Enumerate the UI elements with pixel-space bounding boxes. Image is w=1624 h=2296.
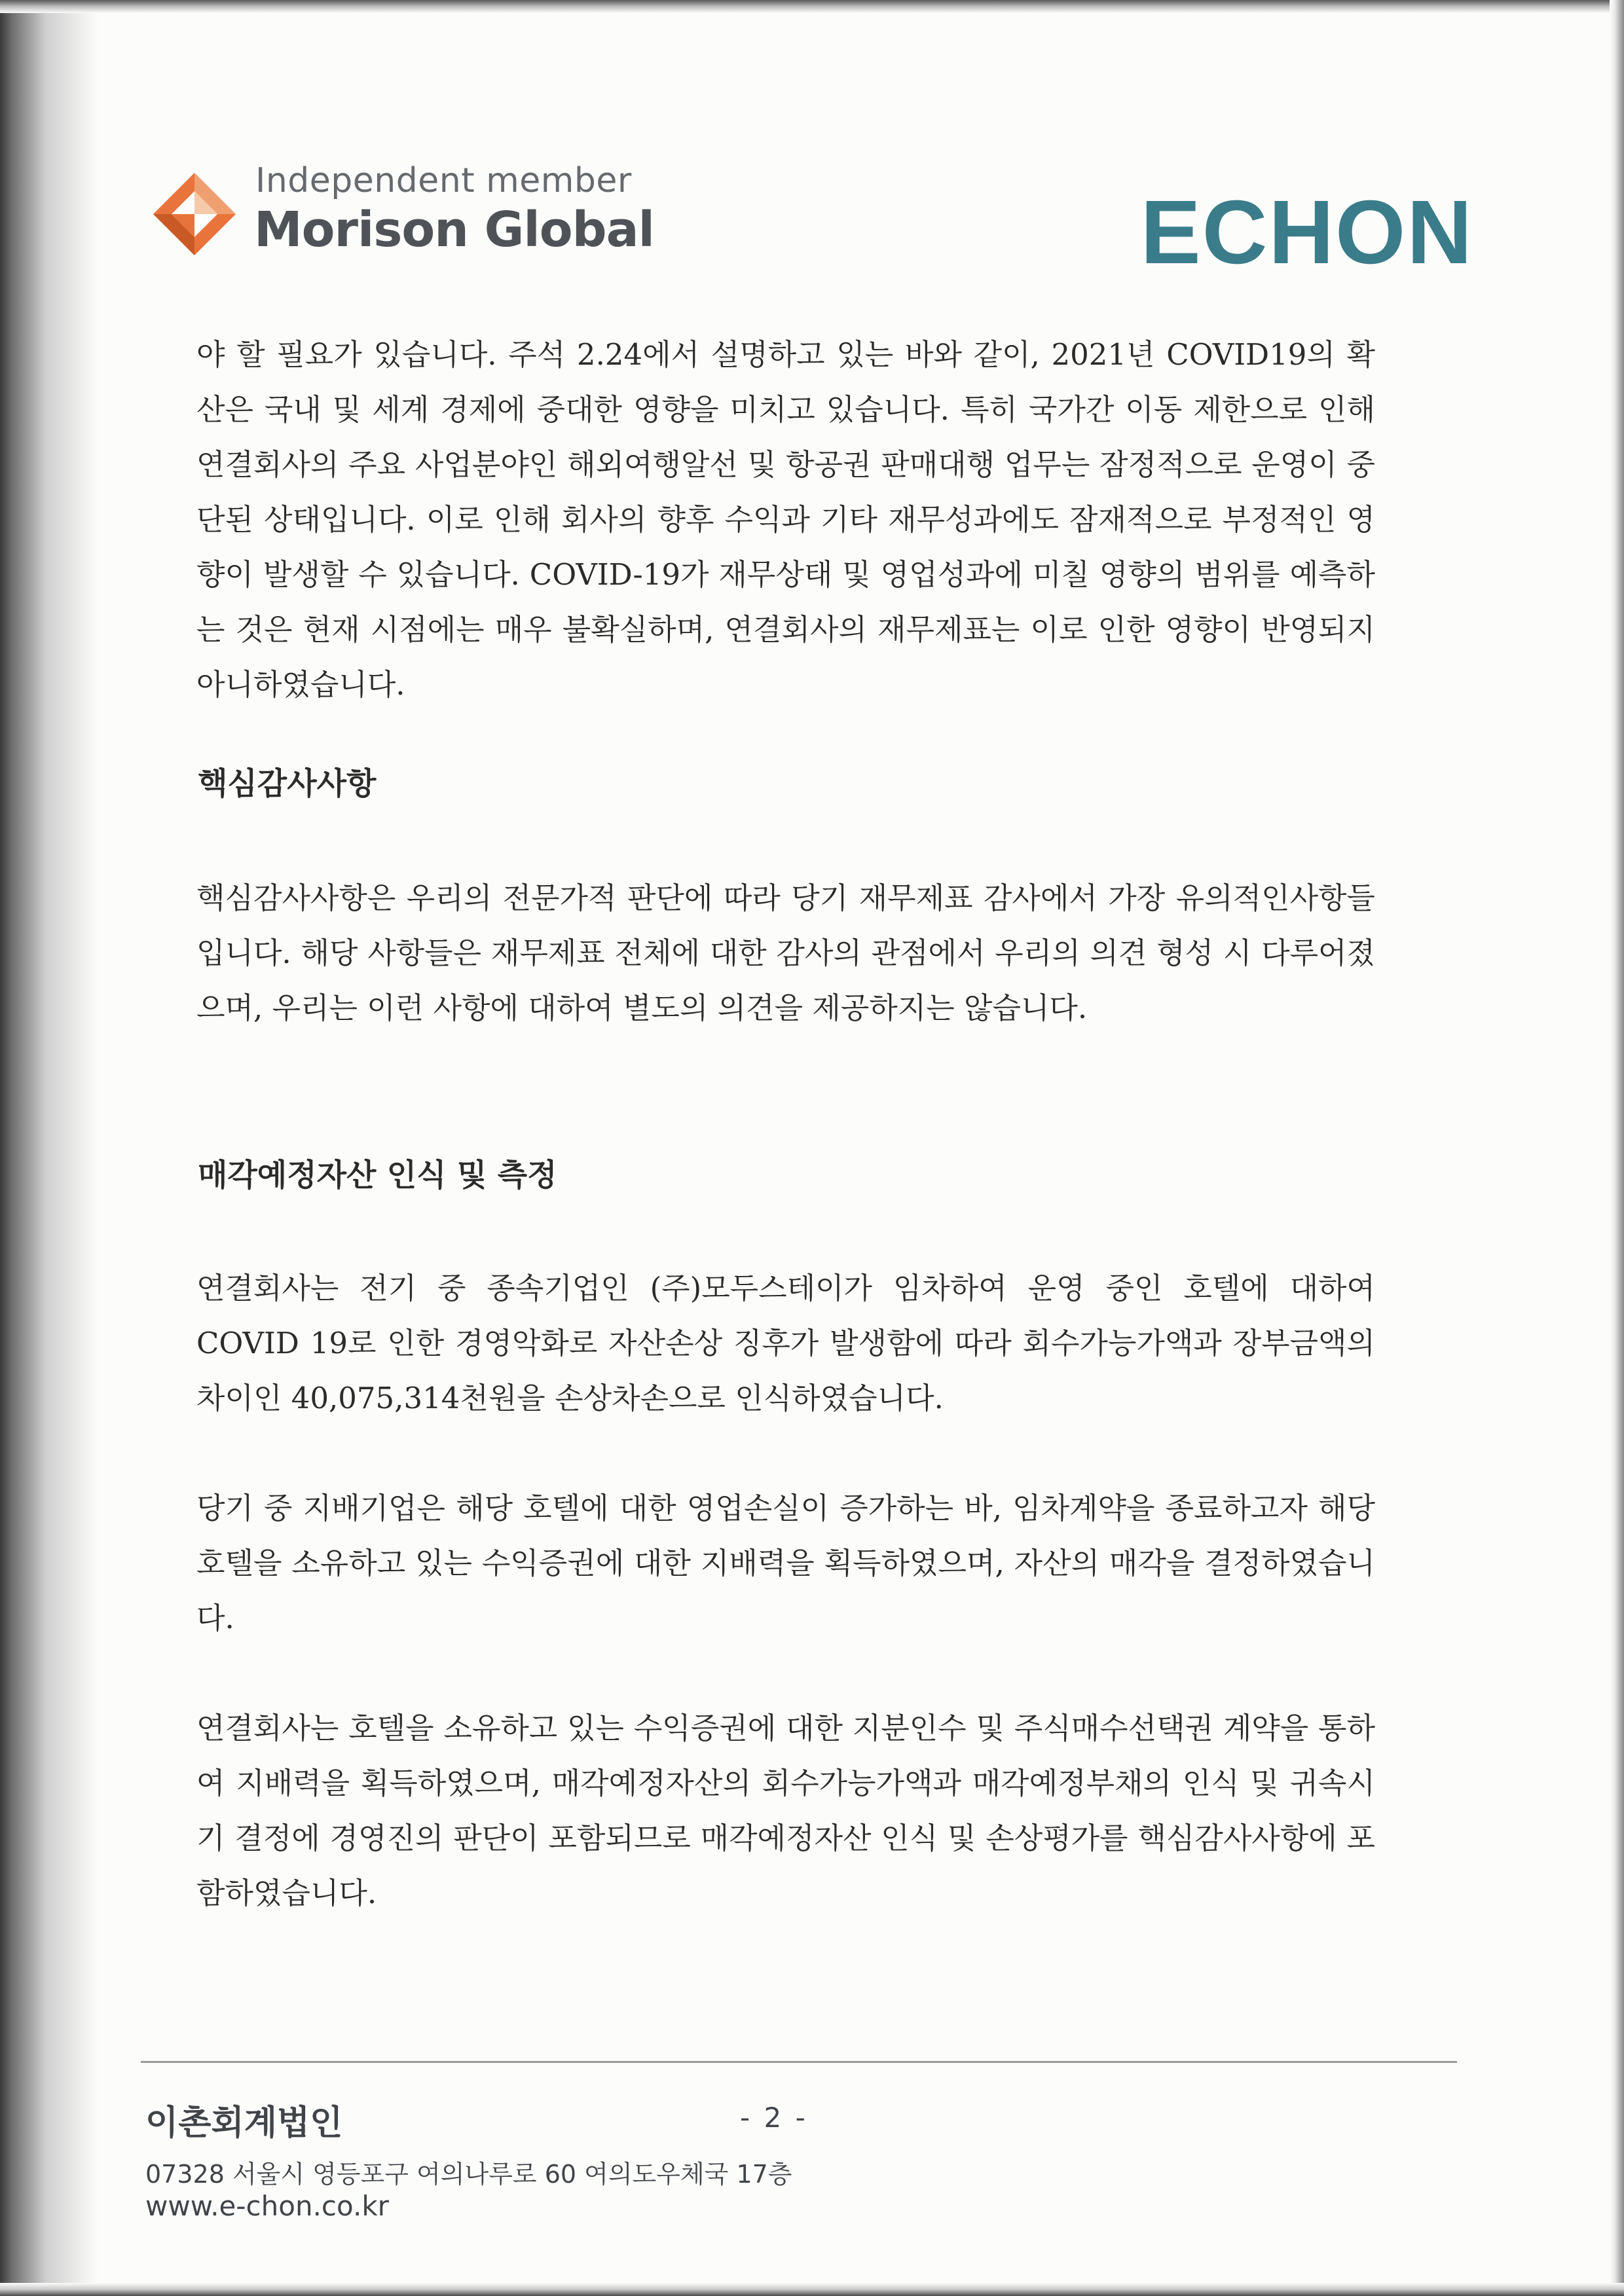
- paragraph-audit-scope: 연결회사는 호텔을 소유하고 있는 수익증권에 대한 지분인수 및 주식매수선택권 계약을 통하여 지배력을 획득하였으며, 매각예정자산의 회수가능가액과 매각예정부채의 인식 및 귀속시기 결정에 경영진의 판단이 포함되므로 매각예정자산 인식 및 손상평가를 핵심감사사항에 포함하였습니다.: [196, 1711, 1375, 1910]
- scan-shadow-left: [0, 0, 98, 2296]
- scan-shadow-top: [0, 0, 1624, 13]
- brand-logo-text: ECHON: [1140, 182, 1473, 283]
- morison-cube-icon: [152, 172, 237, 257]
- paragraph-control-acquired: 당기 중 지배기업은 해당 호텔에 대한 영업손실이 증가하는 바, 임차계약을 종료하고자 해당 호텔을 소유하고 있는 수익증권에 대한 지배력을 획득하였으며, 자산의 매각을 결정하였습니다.: [196, 1491, 1375, 1635]
- footer-address: 07328 서울시 영등포구 여의나루로 60 여의도우체국 17층: [145, 2160, 792, 2189]
- section-heading-key-audit-matters: 핵심감사사항: [198, 766, 377, 802]
- scan-shadow-bottom: [0, 2283, 1624, 2296]
- member-label: Independent member: [255, 161, 632, 200]
- footer-firm-name: 이촌회계법인: [145, 2104, 343, 2143]
- page-number: - 2 -: [740, 2102, 808, 2134]
- scan-shadow-right: [1610, 0, 1624, 2296]
- paragraph-key-audit-matters: 핵심감사사항은 우리의 전문가적 판단에 따라 당기 재무제표 감사에서 가장 유의적인사항들입니다. 해당 사항들은 재무제표 전체에 대한 감사의 관점에서 우리의 의견 형성 시 다루어졌으며, 우리는 이런 사항에 대하여 별도의 의견을 제공하지는 않습니다.: [196, 881, 1375, 1025]
- paragraph-covid-impact: 야 할 필요가 있습니다. 주석 2.24에서 설명하고 있는 바와 같이, 2021년 COVID19의 확산은 국내 및 세계 경제에 중대한 영향을 미치고 있습니다. 특히 국가간 이동 제한으로 인해 연결회사의 주요 사업분야인 해외여행알선 및 항공권 판매대행 업무는 잠정적으로 운영이 중단된 상태입니다. 이로 인해 회사의 향후 수익과 기타 재무성과에도 잠재적으로 부정적인 영향이 발생할 수 있습니다. COVID-19가 재무상태 및 영업성과에 미칠 영향의 범위를 예측하는 것은 현재 시점에는 매우 불확실하며, 연결회사의 재무제표는 이로 인한 영향이 반영되지 아니하였습니다.: [196, 337, 1375, 702]
- section-heading-assets-held-for-sale: 매각예정자산 인식 및 측정: [198, 1157, 557, 1194]
- network-name: Morison Global: [254, 202, 654, 258]
- paragraph-impairment: 연결회사는 전기 중 종속기업인 (주)모두스테이가 임차하여 운영 중인 호텔에 대하여 COVID 19로 인한 경영악화로 자산손상 징후가 발생함에 따라 회수가능가액과 장부금액의 차이인 40,075,314천원을 손상차손으로 인식하였습니다.: [196, 1271, 1375, 1415]
- footer-website-link[interactable]: www.e-chon.co.kr: [145, 2190, 389, 2222]
- footer-divider: [141, 2061, 1457, 2063]
